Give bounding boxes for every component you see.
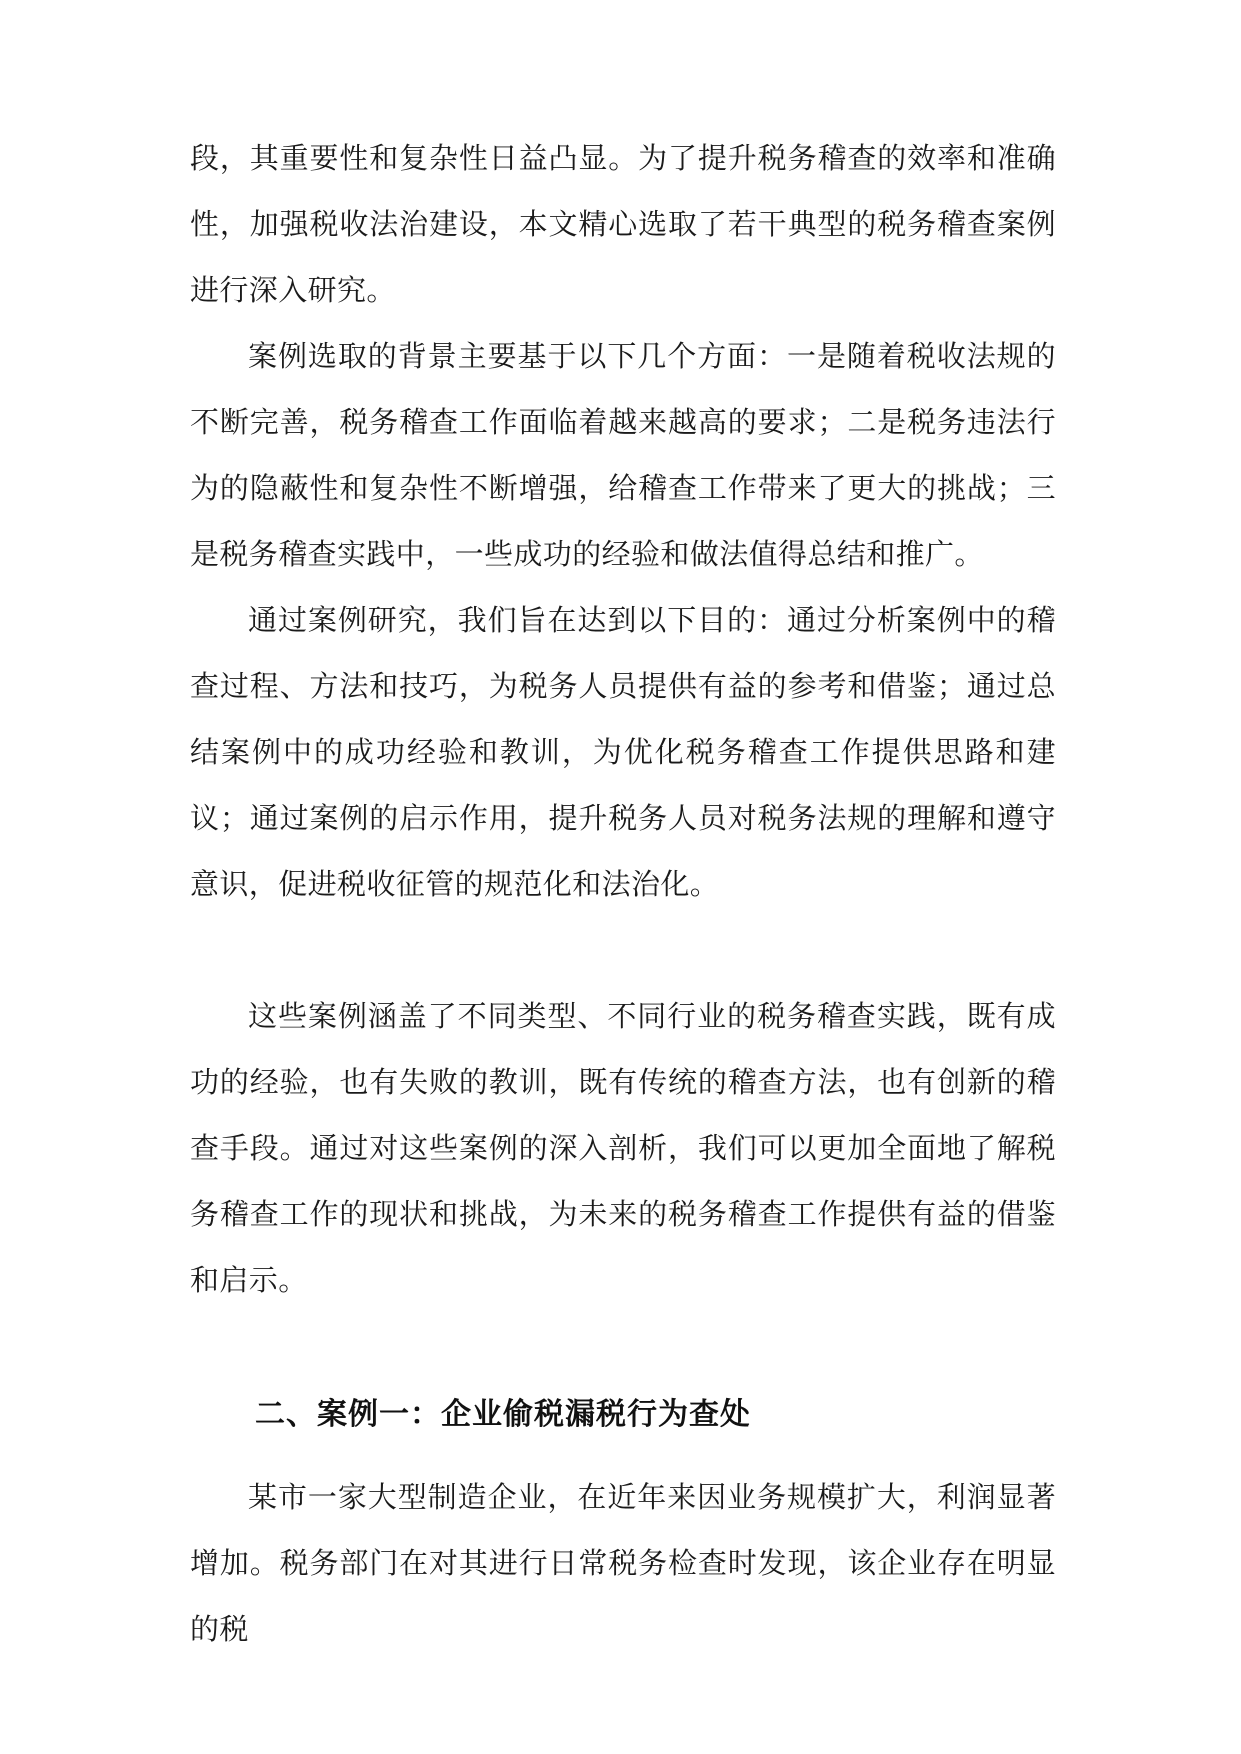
paragraph-continuation: 段，其重要性和复杂性日益凸显。为了提升税务稽查的效率和准确性，加强税收法治建设，本文精心选取了若干典型的税务稽查案例进行深入研究。 (190, 141, 1056, 307)
paragraph-purpose: 通过案例研究，我们旨在达到以下目的：通过分析案例中的稽查过程、方法和技巧，为税务人员提供有益的参考和借鉴；通过总结案例中的成功经验和教训，为优化税务稽查工作提供思路和建议；通过案例的启示作用，提升税务人员对税务法规的理解和遵守意识，促进税收征管的规范化和法治化。 (190, 603, 1056, 901)
paragraph-background: 案例选取的背景主要基于以下几个方面：一是随着税收法规的不断完善，税务稽查工作面临着越来越高的要求；二是税务违法行为的隐蔽性和复杂性不断增强，给稽查工作带来了更大的挑战；三是税务稽查实践中，一些成功的经验和做法值得总结和推广。 (190, 339, 1056, 571)
paragraph-case-one: 某市一家大型制造企业，在近年来因业务规模扩大，利润显著增加。税务部门在对其进行日常税务检查时发现，该企业存在明显的税 (190, 1480, 1056, 1646)
paragraph-coverage: 这些案例涵盖了不同类型、不同行业的税务稽查实践，既有成功的经验，也有失败的教训，既有传统的稽查方法，也有创新的稽查手段。通过对这些案例的深入剖析，我们可以更加全面地了解税务稽查工作的现状和挑战，为未来的税务稽查工作提供有益的借鉴和启示。 (190, 999, 1056, 1297)
section-heading: 二、案例一：企业偷税漏税行为查处 (255, 1397, 751, 1432)
